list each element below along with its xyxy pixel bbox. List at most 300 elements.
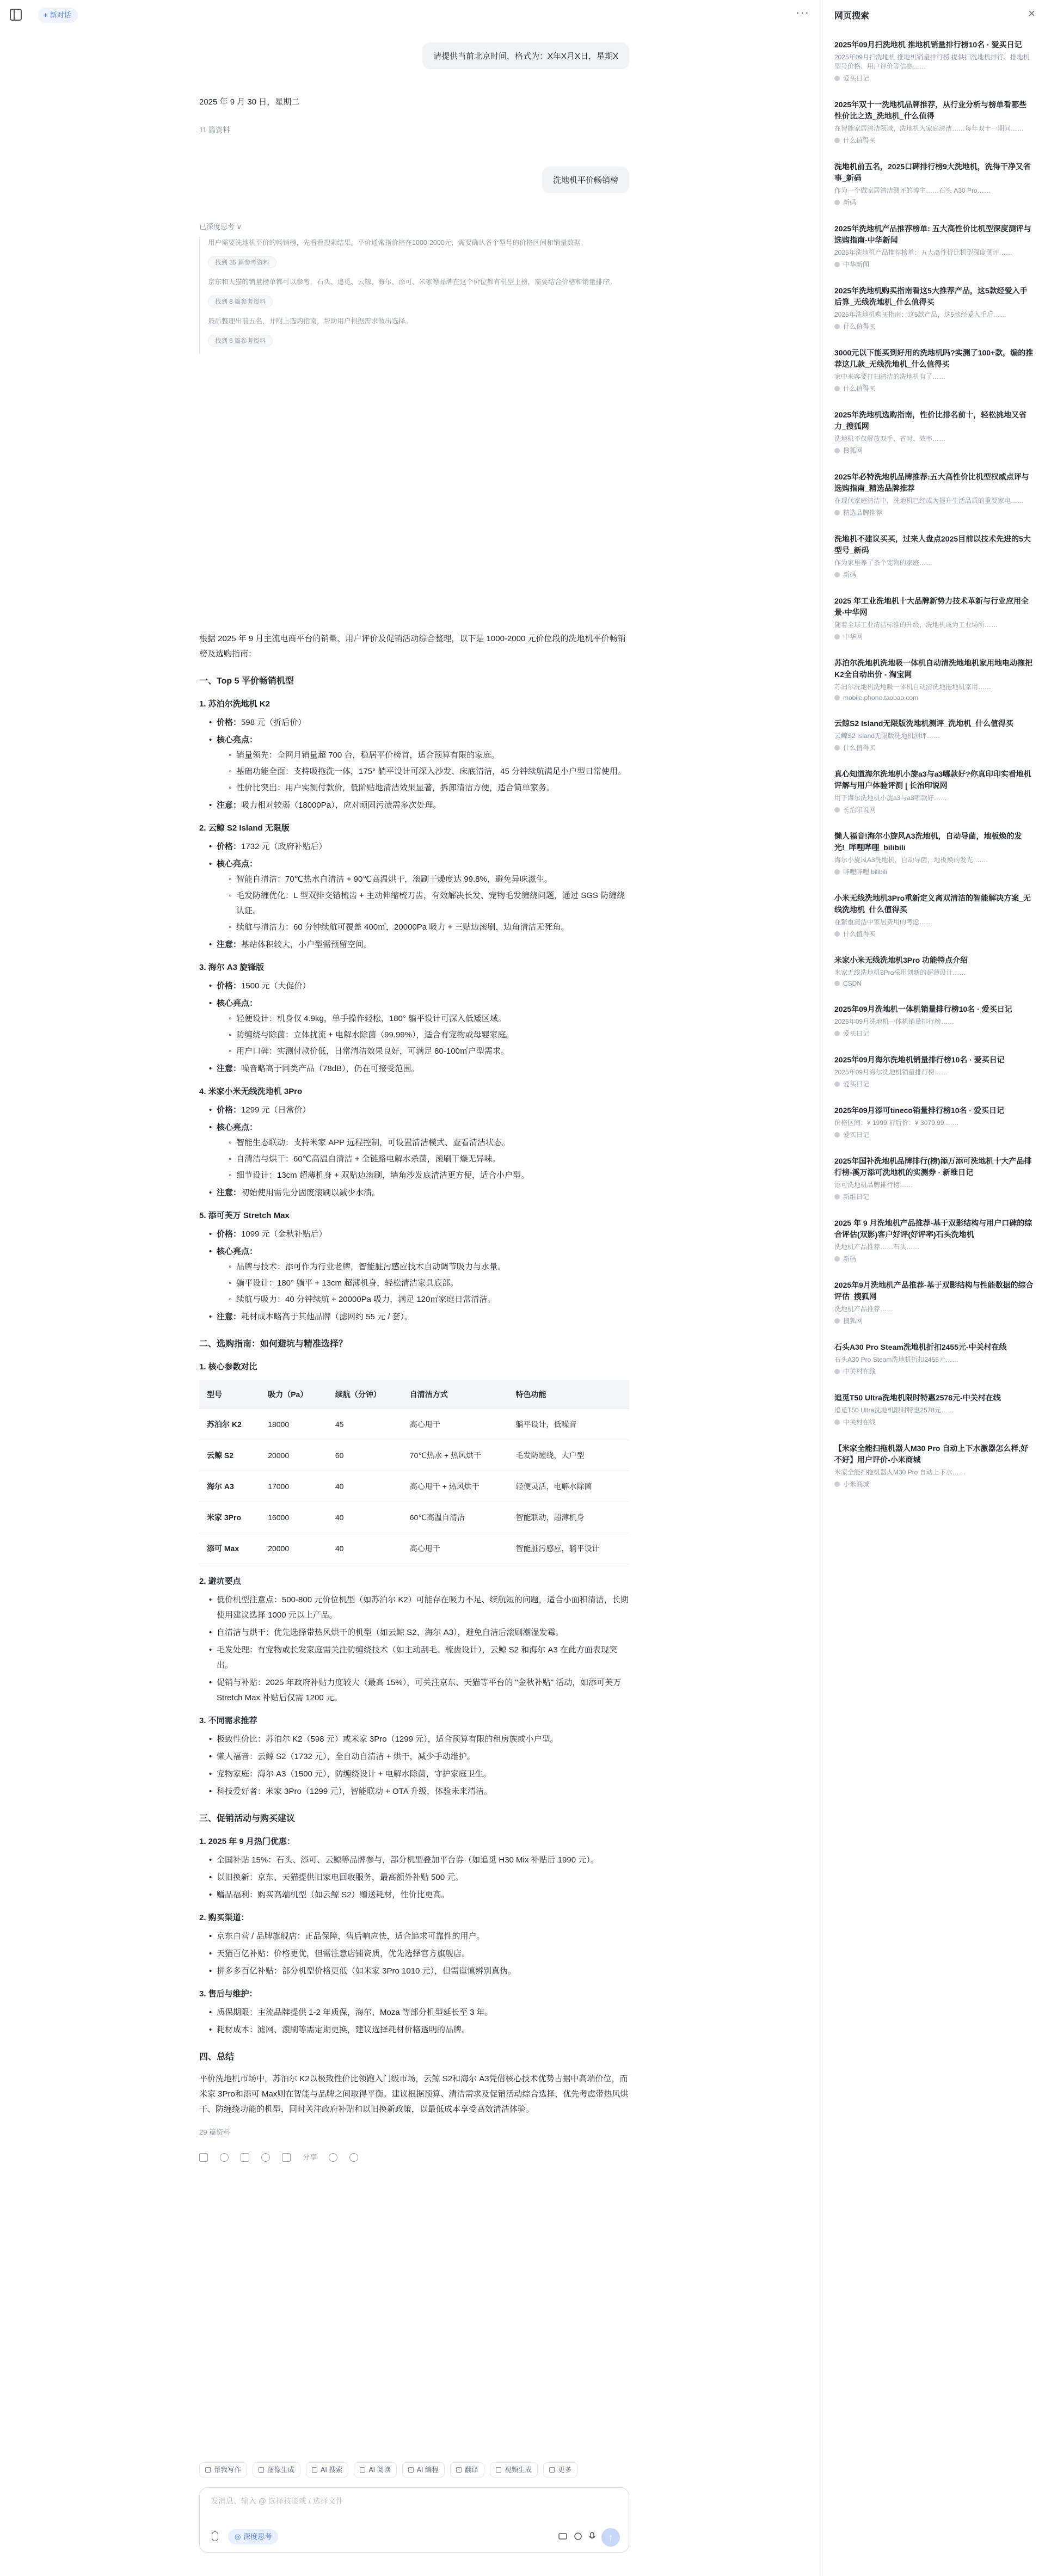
model-details: [199, 1227, 629, 1325]
price-value: 1099 元（金秋补贴后）: [241, 1229, 327, 1239]
tool-coding[interactable]: [402, 2462, 445, 2477]
search-result[interactable]: [834, 99, 1034, 145]
subsection-heading: 1. 2025 年 9 月热门优惠：: [199, 1837, 295, 1846]
note-text: 耗材成本略高于其他品牌（滤网约 55 元 / 套）。: [241, 1312, 413, 1321]
result-snippet: 洗地机不仅解放双手，省时、效率……: [834, 435, 946, 442]
message-input[interactable]: [211, 2497, 613, 2505]
deep-thinking-block: [199, 221, 629, 354]
result-snippet: 作为一个做家居清洁测评的博主……石头 A30 Pro……: [834, 187, 991, 194]
result-source: 精选品牌推荐: [834, 508, 1034, 517]
result-snippet: 苏泊尔洗地机洗地吸一体机自动清洗地拖地机家用……: [834, 683, 992, 691]
search-result[interactable]: [834, 1218, 1034, 1263]
copy-icon[interactable]: [199, 2153, 208, 2162]
result-snippet: 米家全能扫拖机器人M30 Pro 自动上下水……: [834, 1468, 966, 1476]
thinking-paragraph: 最后整理出前五名，并附上选购指南，帮助用户根据需求做出选择。: [208, 317, 413, 325]
result-snippet: 在繁重清洁中家居费用的考虑……: [834, 918, 933, 926]
tool-label: AI 阅读: [368, 2466, 391, 2474]
model-heading: 5. 添可芙万 Stretch Max: [199, 1211, 290, 1220]
result-source: 什么值得买: [834, 384, 1034, 393]
result-title[interactable]: 2025年洗地机购买指南看这5大推荐产品，这5款经爱入手后算_无线洗地机_什么值得买: [834, 286, 1028, 306]
result-snippet: 2025年09月扫洗地机 推地机销量排行榜 提供扫洗地机排行、推地机型号价格、用户评价等信息……: [834, 53, 1030, 70]
code-icon: [408, 2467, 414, 2473]
result-source: CSDN: [834, 980, 1034, 987]
service-list: [199, 2005, 629, 2038]
table-cell: 高心甩干: [402, 1409, 508, 1440]
price-label: 价格：: [217, 1229, 242, 1239]
list-item: ◦ 自清洁与烘干：60℃高温自清洁 + 全链路电解水杀菌，滚刷干燥无异味。: [229, 1152, 629, 1167]
list-item: [209, 937, 629, 952]
result-title[interactable]: 3000元以下能买到好用的洗地机吗?实测了100+款，编的推荐这几款_无线洗地机_什么值得买: [834, 348, 1034, 368]
note-text: 初始使用需先分固废滚刷以减少水渍。: [241, 1188, 380, 1197]
result-title[interactable]: 小米无线洗地机3Pro重新定义离双清洁的智能解决方案_无线洗地机_什么值得买: [834, 894, 1031, 914]
tool-video[interactable]: [490, 2462, 538, 2477]
more-options-icon[interactable]: ···: [796, 5, 809, 19]
result-snippet: 作为家里养了条个宠物的家庭……: [834, 559, 933, 567]
list-item: [209, 839, 629, 854]
result-source: 爱买日记: [834, 1079, 1034, 1089]
list-item: • 促销与补贴：2025 年政府补贴力度较大（最高 15%），可关注京东、天猫等平台的 "金秋补贴" 活动，如添可芙万 Stretch Max 补贴后仅需 1200 元。: [209, 1675, 629, 1706]
result-snippet: 海尔小旋风A3洗地机，自动导菌，地板焕的发光……: [834, 856, 986, 864]
list-item: • 耗材成本：滤网、滚刷等需定期更换，建议选择耗材价格透明的品牌。: [209, 2022, 629, 2038]
result-source: 新维日记: [834, 1192, 1034, 1201]
tool-translate[interactable]: [450, 2462, 484, 2477]
search-result[interactable]: [834, 718, 1034, 752]
table-cell: 智能联动，超薄机身: [508, 1502, 629, 1533]
tool-label: AI 编程: [416, 2466, 439, 2474]
result-title[interactable]: 2025年9月洗地机产品推荐-基于双影结构与性能数据的综合评估_搜狐网: [834, 1281, 1034, 1301]
search-result[interactable]: [834, 39, 1034, 83]
new-chat-label: 新对话: [50, 11, 71, 19]
result-source: 长治印说网: [834, 805, 1034, 814]
result-source: 什么值得买: [834, 929, 1034, 938]
list-item: ◦ 销量领先：全网月销量超 700 台，稳居平价榜首，适合预算有限的家庭。: [229, 748, 629, 763]
answer-intro: 根据 2025 年 9 月主流电商平台的销量、用户评价及促销活动综合整理，以下是 1000-2000 元价位段的洗地机平价畅销榜及选购指南：: [199, 634, 626, 659]
tips-list: [199, 1593, 629, 1706]
list-item: ◦ 性价比突出：用户实测付款价，低阶贴地清洁效果显著，拆卸清洁方便，适合简单家务。: [229, 780, 629, 796]
result-snippet: 云鲸S2 Island无限版洗地机测评……: [834, 732, 941, 740]
table-row: [199, 1409, 629, 1440]
edit-icon[interactable]: [241, 2153, 249, 2162]
table-header-cell: 型号: [199, 1380, 260, 1409]
search-result[interactable]: [834, 1280, 1034, 1325]
note-label: 注意：: [217, 940, 242, 949]
result-title[interactable]: 2025年洗地机产品推荐榜单: 五大高性价比机型深度测评与选购指南-中华新闻: [834, 224, 1031, 244]
send-button[interactable]: ↑: [601, 2528, 620, 2547]
book-icon: [360, 2467, 365, 2473]
table-cell: 智能脏污感应，躺平设计: [508, 1533, 629, 1564]
list-item: • 全国补贴 15%：石头、添可、云鲸等品牌参与，部分机型叠加平台券（如追觅 H30 Mix 补贴后 1990 元）。: [209, 1853, 629, 1868]
model-details: [199, 979, 629, 1077]
result-source: 中关村在线: [834, 1417, 1034, 1427]
table-header-cell: 续航（分钟）: [328, 1380, 402, 1409]
table-cell: 45: [328, 1409, 402, 1440]
result-snippet: 2025年洗地机购买指南：这5款产品，这5款经爱入手后……: [834, 311, 1007, 318]
list-item: [209, 1185, 629, 1201]
result-snippet: 2025年09月洗地机一体机销量排行榜……: [834, 1018, 955, 1025]
model-heading: 4. 米家小米无线洗地机 3Pro: [199, 1087, 303, 1096]
microphone-icon[interactable]: [587, 2531, 597, 2541]
reference-chip[interactable]: 找到 8 篇参考资料: [208, 296, 273, 308]
model-heading: 2. 云鲸 S2 Island 无限版: [199, 823, 290, 833]
result-snippet: 洗地机产品推荐……: [834, 1305, 894, 1313]
table-row: [199, 1502, 629, 1533]
table-cell: 轻便灵活，电解水除菌: [508, 1471, 629, 1502]
search-result[interactable]: [834, 471, 1034, 517]
note-text: 吸力相对较弱（18000Pa），应对顽固污渍需多次处理。: [241, 801, 441, 810]
deep-thinking-button[interactable]: ◎ 深度思考: [228, 2529, 278, 2544]
list-item: ◦ 品牌与技术：添可作为行业老牌，智能脏污感应技术自动调节吸力与水量。: [229, 1259, 629, 1275]
note-text: 噪音略高于同类产品（78dB），仍在可接受范围。: [241, 1064, 420, 1073]
message-composer: [199, 2487, 629, 2553]
subsection-heading: 2. 购买渠道：: [199, 1913, 249, 1922]
list-item: [209, 996, 629, 1059]
search-result[interactable]: [834, 223, 1034, 269]
new-chat-button[interactable]: [38, 8, 78, 23]
table-cell: 高心甩干: [402, 1533, 508, 1564]
search-result[interactable]: [834, 893, 1034, 938]
search-result[interactable]: [834, 347, 1034, 393]
list-item: [209, 1244, 629, 1307]
table-cell: 40: [328, 1502, 402, 1533]
price-value: 598 元（折后价）: [241, 718, 306, 727]
attachment-icon[interactable]: [212, 2531, 218, 2541]
deep-thinking-toggle[interactable]: 已深度思考 ∨: [199, 223, 242, 231]
result-title[interactable]: 真心知道海尔洗地机小旋a3与a3哪款好?你真印印实看地机评解与用户体验评测 | 长治印说网: [834, 770, 1031, 790]
search-result[interactable]: [834, 831, 1034, 876]
search-result[interactable]: [834, 657, 1034, 702]
video-icon: [496, 2467, 501, 2473]
table-cell: 毛发防缠绕，大户型: [508, 1440, 629, 1471]
result-title[interactable]: 2025年双十一洗地机品牌推荐，从行业分析与榜单看哪些性价比之选_洗地机_什么值得: [834, 100, 1027, 120]
search-result[interactable]: [834, 409, 1034, 455]
search-result[interactable]: [834, 1443, 1034, 1489]
core-label: 核心亮点：: [217, 999, 258, 1008]
promo-list: [199, 1853, 629, 1903]
search-result[interactable]: [834, 161, 1034, 207]
result-title[interactable]: 苏泊尔洗地机洗地吸一体机自动清洗地地机家用地电动拖把K2全自动出价 - 淘宝网: [834, 659, 1032, 679]
list-item: • 宠物家庭：海尔 A3（1500 元），防缠绕设计 + 电解水除菌，守护家庭卫生。: [209, 1767, 629, 1782]
result-title[interactable]: 2025年09月海尔洗地机销量排行榜10名 · 爱买日记: [834, 1055, 1005, 1064]
table-cell: 海尔 A3: [199, 1471, 260, 1502]
result-title[interactable]: 米家小米无线洗地机3Pro 功能特点介绍: [834, 956, 968, 964]
sidebar-toggle-icon[interactable]: [10, 9, 22, 21]
list-item: • 极致性价比：苏泊尔 K2（598 元）或米家 3Pro（1299 元），适合预算有限的租房族或小户型。: [209, 1732, 629, 1747]
table-cell: 70℃热水 + 热风烘干: [402, 1440, 508, 1471]
search-result[interactable]: [834, 1105, 1034, 1139]
list-item: [209, 798, 629, 813]
section-heading: 三、促销活动与购买建议: [199, 1814, 296, 1823]
model-heading: 3. 海尔 A3 旋锋版: [199, 963, 265, 972]
list-item: • 毛发处理：有宠物或长发家庭需关注防缠绕技术（如主动刮毛、梳齿设计），云鲸 S2 和海尔 A3 在此方面表现突出。: [209, 1643, 629, 1673]
search-result[interactable]: [834, 595, 1034, 641]
result-source: 什么值得买: [834, 743, 1034, 752]
model-details: [199, 715, 629, 813]
tool-search[interactable]: [306, 2462, 348, 2477]
reference-chip[interactable]: 找到 35 篇参考资料: [208, 256, 276, 268]
close-icon[interactable]: ×: [1028, 7, 1035, 20]
result-title[interactable]: 2025年09月扫洗地机 推地机销量排行榜10名 · 爱买日记: [834, 40, 1022, 49]
table-cell: 云鲸 S2: [199, 1440, 260, 1471]
price-value: 1299 元（日常价）: [241, 1105, 311, 1115]
price-label: 价格：: [217, 981, 242, 991]
core-label: 核心亮点：: [217, 1123, 258, 1132]
list-item: ◦ 续航与吸力：40 分钟续航 + 20000Pa 吸力，满足 120㎡家庭日常清洁。: [229, 1292, 629, 1307]
result-snippet: 在现代家庭清洁中，洗地机已经成为提升生活品质的重要家电……: [834, 497, 1024, 505]
list-item: [209, 1309, 629, 1325]
price-label: 价格：: [217, 718, 242, 727]
table-header-cell: 自清洁方式: [402, 1380, 508, 1409]
search-results: [834, 39, 1034, 1505]
model-heading: 1. 苏泊尔洗地机 K2: [199, 699, 271, 709]
user-message-2: 洗地机平价畅销榜: [542, 167, 629, 193]
section-heading: 二、选购指南：如何避坑与精准选择？: [199, 1339, 348, 1349]
panel-title: 网页搜索: [834, 11, 870, 21]
result-title[interactable]: 2025年必特洗地机品牌推荐:五大高性价比机型权威点评与选购指南_精选品牌推荐: [834, 472, 1029, 493]
list-item: [209, 1120, 629, 1183]
result-source: 新码: [834, 198, 1034, 207]
tool-writing[interactable]: [199, 2462, 247, 2477]
thumbs-up-icon[interactable]: [329, 2153, 337, 2162]
model-details: [199, 839, 629, 952]
search-result[interactable]: [834, 533, 1034, 579]
list-item: • 天猫百亿补贴：价格更优，但需注意店铺资质，优先选择官方旗舰店。: [209, 1946, 629, 1962]
subsection-heading: 1. 核心参数对比: [199, 1362, 257, 1372]
core-label: 核心亮点：: [217, 859, 258, 869]
result-source: 哔哩哔哩 bilibili: [834, 867, 1034, 876]
list-item: ◦ 智能生态联动：支持米家 APP 远程控制，可设置清洁模式、查看清洁状态。: [229, 1135, 629, 1151]
result-source: 小米商城: [834, 1479, 1034, 1489]
tool-label: 视频生成: [504, 2466, 532, 2474]
web-search-panel: [822, 0, 1045, 2576]
note-label: 注意：: [217, 1064, 242, 1073]
result-source: mobile.phone.taobao.com: [834, 694, 1034, 702]
list-item: ◦ 躺平设计：180° 躺平 + 13cm 超薄机身，轻松清洁家具底部。: [229, 1276, 629, 1291]
table-cell: 高心甩干 + 热风烘干: [402, 1471, 508, 1502]
result-source: 新码: [834, 570, 1034, 579]
regenerate-icon[interactable]: [220, 2153, 229, 2162]
result-title[interactable]: 2025年09月洗地机一体机销量排行榜10名 · 爱买日记: [834, 1005, 1012, 1013]
user-message-1: 请提供当前北京时间，格式为：X年X月X日，星期X: [422, 42, 629, 69]
table-cell: 16000: [260, 1502, 328, 1533]
result-source: 搜狐网: [834, 1316, 1034, 1325]
result-title[interactable]: 2025年洗地机选购指南，性价比排名前十，轻松挑地又省力_搜狐网: [834, 410, 1027, 431]
model-details: [199, 1103, 629, 1201]
tool-label: 翻译: [464, 2466, 478, 2474]
list-item: • 质保期限：主流品牌提供 1-2 年质保，海尔、Moza 等部分机型延长至 3 年。: [209, 2005, 629, 2020]
note-label: 注意：: [217, 1188, 242, 1197]
table-cell: 60: [328, 1440, 402, 1471]
result-snippet: 添可洗地机品牌排行榜……: [834, 1181, 913, 1189]
image-icon: [259, 2467, 264, 2473]
assistant-message-1: 2025 年 9 月 30 日，星期二: [199, 97, 300, 107]
table-cell: 60℃高温自清洁: [402, 1502, 508, 1533]
result-title[interactable]: 2025年国补洗地机品牌排行(榜)添万添可洗地机十大产品排行榜-溪万添可洗地机的实测券 · 新维日记: [834, 1157, 1032, 1177]
tool-reading[interactable]: [354, 2462, 396, 2477]
comparison-table: [199, 1380, 629, 1564]
list-item: • 自清洁与烘干：优先选择带热风烘干的机型（如云鲸 S2、海尔 A3），避免自洁后滚刷潮湿发霉。: [209, 1625, 629, 1640]
note-label: 注意：: [217, 801, 242, 810]
result-source: 什么值得买: [834, 136, 1034, 145]
translate-icon: [456, 2467, 462, 2473]
summary-paragraph: 平价洗地机市场中，苏泊尔 K2以极致性价比领跑入门级市场，云鲸 S2和海尔 A3凭借核心技术优势占据中高端价位，而米家 3Pro和添可 Max则在智能与品牌之间取得平衡。建议根据预算、清洁需求及促销活动综合选择，优先考虑带热风烘干、防缠绕功能的机型，同时关注政府补贴和以旧换新政策，以最低成本享受高效清洁体验。: [199, 2074, 629, 2114]
thumbs-down-icon[interactable]: [349, 2153, 358, 2162]
result-source: 搜狐网: [834, 446, 1034, 455]
list-item: ◦ 续航与清洁力：60 分钟续航可覆盖 400㎡，20000Pa 吸力 + 三贴边滚刷，边角清洁无死角。: [229, 920, 629, 935]
price-value: 1732 元（政府补贴后）: [241, 842, 327, 851]
table-header-cell: 特色功能: [508, 1380, 629, 1409]
result-snippet: 石头A30 Pro Steam洗地机折扣2455元……: [834, 1356, 959, 1363]
top-bar: [0, 0, 822, 30]
list-item: ◦ 智能自清洁：70℃热水自清洁 + 90℃高温烘干，滚刷干燥度达 99.8%，避免异味滋生。: [229, 872, 629, 887]
result-source: 中关村在线: [834, 1367, 1034, 1376]
section-heading: 四、总结: [199, 2052, 235, 2062]
plus-icon: +: [44, 11, 48, 19]
result-title[interactable]: 石头A30 Pro Steam洗地机折扣2455元-中关村在线: [834, 1343, 1007, 1351]
table-row: [199, 1533, 629, 1564]
result-title[interactable]: 懒人福音!海尔小旋风A3洗地机，自动导菌，地板焕的发光!_哔哩哔哩_bilibili: [834, 832, 1022, 852]
table-row: [199, 1440, 629, 1471]
list-item: ◦ 细节设计：13cm 超薄机身 + 双贴边滚刷，墙角沙发底清洁更方便，适合小户型。: [229, 1168, 629, 1183]
section-heading: 一、Top 5 平价畅销机型: [199, 677, 294, 686]
result-source: 新码: [834, 1254, 1034, 1263]
table-cell: 添可 Max: [199, 1533, 260, 1564]
references-count-1[interactable]: 11 篇资料: [199, 126, 230, 134]
result-title[interactable]: 追觅T50 Ultra洗地机限时特惠2578元-中关村在线: [834, 1393, 1001, 1402]
price-label: 价格：: [217, 842, 242, 851]
tool-more[interactable]: [543, 2462, 577, 2477]
search-result[interactable]: [834, 1155, 1034, 1201]
result-snippet: 家中来客要打扫清洁的洗地机有了……: [834, 373, 946, 380]
thinking-paragraph: 京东和天猫的销量榜单都可以参考，石头、追觅、云鲸、海尔、添可、米家等品牌在这个价位都有机型上榜，需要结合价格和销量排序。: [208, 278, 617, 286]
tool-label: AI 搜索: [321, 2466, 343, 2474]
list-item: • 赠品福利：购买高端机型（如云鲸 S2）赠送耗材，性价比更高。: [209, 1888, 629, 1903]
list-item: • 拼多多百亿补贴：部分机型价格更低（如米家 3Pro 1010 元），但需谨慎辨别真伪。: [209, 1964, 629, 1979]
result-title[interactable]: 2025 年 9 月洗地机产品推荐-基于双影结构与用户口碑的综合评估(双影)客户好评(好评率)石头洗地机: [834, 1219, 1032, 1239]
grid-icon: [549, 2467, 555, 2473]
skill-toolbar: [199, 2462, 577, 2477]
list-item: [209, 715, 629, 730]
note-text: 基站体积较大，小户型需预留空间。: [241, 940, 372, 949]
table-cell: 17000: [260, 1471, 328, 1502]
price-value: 1500 元（大促价）: [241, 981, 311, 991]
phone-icon[interactable]: [573, 2531, 583, 2541]
result-source: 中华网: [834, 632, 1034, 641]
references-count-2[interactable]: 29 篇资料: [199, 2128, 231, 2136]
result-title[interactable]: 2025 年工业洗地机十大品牌新势力技术革新与行业应用全景-中华网: [834, 597, 1029, 617]
share-label[interactable]: 分享: [303, 2153, 317, 2161]
assistant-answer: [199, 631, 629, 2165]
core-label: 核心亮点：: [217, 735, 258, 745]
table-cell: 苏泊尔 K2: [199, 1409, 260, 1440]
list-item: • 以旧换新：京东、天猫提供旧家电回收服务，最高额外补贴 500 元。: [209, 1870, 629, 1885]
table-cell: 40: [328, 1471, 402, 1502]
subsection-heading: 3. 不同需求推荐: [199, 1716, 257, 1725]
search-result[interactable]: [834, 769, 1034, 814]
result-source: 中华新闻: [834, 260, 1034, 269]
tool-image[interactable]: [253, 2462, 300, 2477]
share-icon[interactable]: [282, 2153, 291, 2162]
result-source: 爱买日记: [834, 1029, 1034, 1038]
table-cell: 20000: [260, 1440, 328, 1471]
reference-chip[interactable]: 找到 6 篇参考资料: [208, 335, 273, 347]
message-actions: [199, 2150, 629, 2165]
pen-icon: [205, 2467, 211, 2473]
search-icon: [312, 2467, 317, 2473]
result-source: 什么值得买: [834, 322, 1034, 331]
result-snippet: 洗地机产品推荐……石头……: [834, 1243, 920, 1251]
tool-label: 图像生成: [267, 2466, 295, 2474]
result-source: 爱买日记: [834, 73, 1034, 83]
thinking-content: [199, 237, 629, 354]
channel-list: [199, 1929, 629, 1979]
list-item: ◦ 毛发防缠优化：L 型双排交错梳齿 + 主动伸缩梳刀齿，有效解决长发、宠物毛发缠绕问题，通过 SGS 防缠绕认证。: [229, 888, 629, 919]
list-item: • 京东自营 / 品牌旗舰店：正品保障，售后响应快，适合追求可靠性的用户。: [209, 1929, 629, 1944]
result-source: 爱买日记: [834, 1130, 1034, 1139]
recommend-list: [199, 1732, 629, 1799]
thinking-paragraph: 用户需要洗地机平价的畅销榜，先看看搜索结果。平价通常指价格在1000-2000元，需要确认各个型号的价格区间和销量数据。: [208, 239, 588, 247]
search-result[interactable]: [834, 1004, 1034, 1038]
search-result[interactable]: [834, 1342, 1034, 1376]
list-item: [209, 733, 629, 796]
search-result[interactable]: [834, 955, 1034, 987]
tool-label: 帮我写作: [214, 2466, 242, 2474]
result-snippet: 在智能家居清洁领域，洗地机为家庭清洁……每年双十一期间……: [834, 125, 1024, 132]
result-snippet: 追觅T50 Ultra洗地机限时特惠2578元……: [834, 1406, 955, 1414]
list-item: • 低价机型注意点：500-800 元价位机型（如苏泊尔 K2）可能存在吸力不足、续航短的问题，适合小面积清洁，长期使用建议选择 1000 元以上产品。: [209, 1593, 629, 1623]
result-title[interactable]: 【米家全能扫拖机器人M30 Pro 自动上下水激器怎么样,好不好】用户评价-小米商城: [834, 1444, 1029, 1464]
table-cell: 躺平设计，低噪音: [508, 1409, 629, 1440]
note-label: 注意：: [217, 1312, 242, 1321]
scissors-icon[interactable]: [558, 2531, 568, 2541]
result-snippet: 价格区间：¥ 1999 折后价：¥ 3079.99 ……: [834, 1119, 959, 1127]
list-item: ◦ 用户口碑：实测付款价低，日常清洁效果良好，可满足 80-100㎡户型需求。: [229, 1044, 629, 1059]
search-result[interactable]: [834, 285, 1034, 331]
result-title[interactable]: 洗地机前五名，2025口碑排行榜9大洗地机，洗得干净又省事_新码: [834, 162, 1031, 182]
table-cell: 18000: [260, 1409, 328, 1440]
result-snippet: 随着全球工业清洁标准的升级，洗地机成为工业场所……: [834, 621, 998, 629]
list-item: [209, 1103, 629, 1118]
result-snippet: 2025年洗地机产品推荐榜单：五大高性价比机型深度测评……: [834, 249, 1012, 256]
result-title[interactable]: 2025年09月添可tineco销量排行榜10名 · 爱买日记: [834, 1106, 1004, 1115]
list-item: [209, 857, 629, 935]
tool-label: 更多: [557, 2466, 571, 2474]
speaker-icon[interactable]: [261, 2153, 270, 2162]
subsection-heading: 3. 售后与维护：: [199, 1989, 257, 1999]
list-item: ◦ 轻便设计：机身仅 4.9kg，单手操作轻松，180° 躺平设计可深入低矮区域。: [229, 1011, 629, 1026]
result-title[interactable]: 云鲸S2 Island无限版洗地机测评_洗地机_什么值得买: [834, 719, 1014, 728]
list-item: [209, 979, 629, 994]
list-item: [209, 1227, 629, 1242]
search-result[interactable]: [834, 1392, 1034, 1427]
subsection-heading: 2. 避坑要点: [199, 1577, 241, 1586]
table-cell: 40: [328, 1533, 402, 1564]
list-item: ◦ 防缠绕与除菌：立体扰流 + 电解水除菌（99.99%），适合有宠物或母婴家庭。: [229, 1028, 629, 1043]
table-row: [199, 1471, 629, 1502]
result-snippet: 用于海尔洗地机小旋a3与a3哪款好……: [834, 794, 947, 802]
price-label: 价格：: [217, 1105, 242, 1115]
table-header-cell: 吸力（Pa）: [260, 1380, 328, 1409]
result-title[interactable]: 洗地机不建议买买，过来人盘点2025目前以技术先进的5大型号_新码: [834, 534, 1031, 555]
core-label: 核心亮点：: [217, 1247, 258, 1256]
result-snippet: 2025年09月海尔洗地机销量排行榜……: [834, 1068, 948, 1076]
search-result[interactable]: [834, 1054, 1034, 1089]
table-cell: 20000: [260, 1533, 328, 1564]
result-snippet: 米家无线洗地机3Pro采用创新的超薄设计……: [834, 969, 966, 976]
list-item: [209, 1061, 629, 1077]
list-item: • 懒人福音：云鲸 S2（1732 元），全自动自清洁 + 烘干，减少手动维护。: [209, 1749, 629, 1765]
table-cell: 米家 3Pro: [199, 1502, 260, 1533]
table-header-row: [199, 1380, 629, 1409]
